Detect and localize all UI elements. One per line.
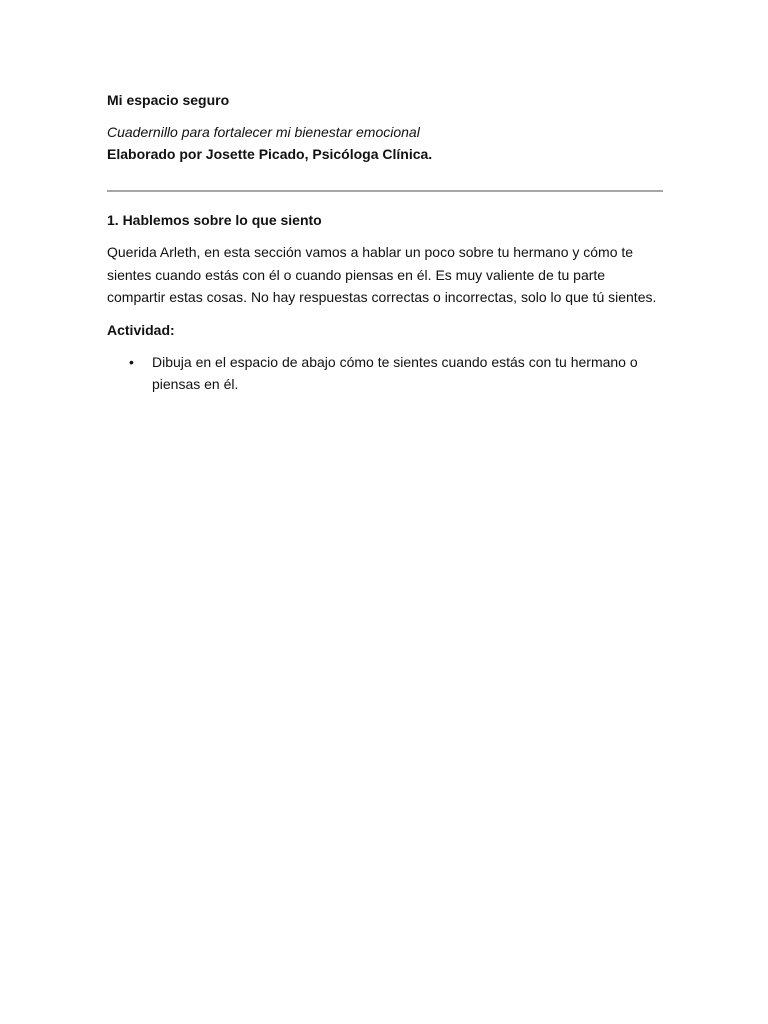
- document-title: Mi espacio seguro: [107, 92, 230, 108]
- horizontal-divider: [107, 190, 663, 192]
- activity-text: Dibuja en el espacio de abajo cómo te sientes cuando estás con tu hermano o piensas en él.: [152, 353, 638, 392]
- activity-label: Actividad:: [107, 321, 175, 338]
- document-subtitle: Cuadernillo para fortalecer mi bienestar emocional: [107, 124, 420, 140]
- list-item: [107, 351, 663, 396]
- section-heading: 1. Hablemos sobre lo que siento: [107, 212, 322, 228]
- bullet-icon: •: [129, 353, 134, 370]
- section-paragraph: Querida Arleth, en esta sección vamos a hablar un poco sobre tu hermano y cómo te sientes cuando estás con él o cuando piensas en él. Es muy valiente de tu parte compartir estas cosas. No hay respuestas correctas o incorrectas, solo lo que tú sientes.: [107, 244, 657, 305]
- activity-list: [107, 351, 663, 396]
- document-page: [107, 90, 663, 396]
- document-author: Elaborado por Josette Picado, Psicóloga Clínica.: [107, 146, 433, 162]
